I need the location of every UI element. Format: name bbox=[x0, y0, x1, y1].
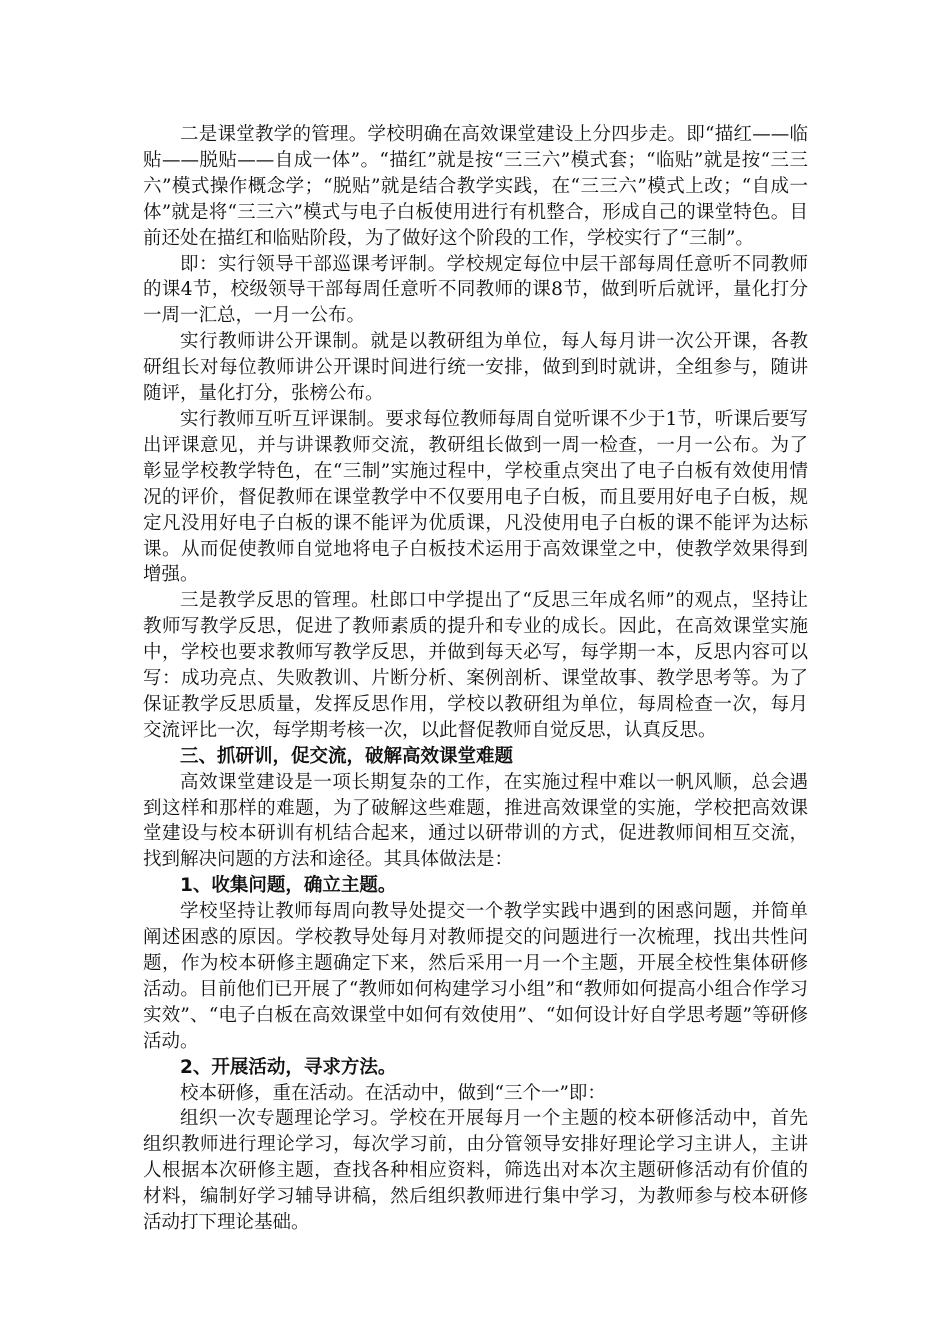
section-heading-research-training: 三、抓研训，促交流，破解高效课堂难题 bbox=[180, 745, 514, 767]
paragraph-classroom-management: 二是课堂教学的管理。学校明确在高效课堂建设上分四步走。即“描红——临贴——脱贴——自成一体”。“描红”就是按“三三六”模式套；“临贴”就是按“三三六”模式操作概念学；“脱贴”就是结合教学实践，在“三三六”模式上改；“自成一体”就是将“三三六”模式与电子白板使用进行有机整合，形成自己的课堂特色。目前还处在描红和临贴阶段，为了做好这个阶段的工作，学校实行了“三制”。 bbox=[143, 124, 808, 249]
paragraph-teaching-reflection: 三是教学反思的管理。杜郎口中学提出了“反思三年成名师”的观点，坚持让教师写教学反思，促进了教师素质的提升和专业的成长。因此，在高效课堂实施中，学校也要求教师写教学反思，并做到每天必写，每学期一本，反思内容可以写：成功亮点、失败教训、片断分析、案例剖析、课堂故事、教学思考等。为了保证教学反思质量，发挥反思作用，学校以教研组为单位，每周检查一次，每月交流评比一次，每学期考核一次，以此督促教师自觉反思，认真反思。 bbox=[143, 590, 808, 741]
paragraph-research-intro: 高效课堂建设是一项长期复杂的工作，在实施过程中难以一帆风顺，总会遇到这样和那样的难题，为了破解这些难题，推进高效课堂的实施，学校把高效课堂建设与校本研训有机结合起来，通过以研带训的方式，促进教师间相互交流，找到解决问题的方法和途径。其具体做法是： bbox=[143, 771, 808, 871]
subheading-carry-out-activities: 2、开展活动，寻求方法。 bbox=[180, 1056, 397, 1078]
paragraph-leader-inspection: 即：实行领导干部巡课考评制。学校规定每位中层干部每周任意听不同教师的课4节，校级领导干部每周任意听不同教师的课8节，做到听后就评，量化打分一周一汇总，一月一公布。 bbox=[143, 253, 808, 327]
paragraph-collect-problems: 学校坚持让教师每周向教导处提交一个教学实践中遇到的困惑问题，并简单阐述困惑的原因。学校教导处每月对教师提交的问题进行一次梳理，找出共性问题，作为校本研修主题确定下来，然后采用一月一个主题，开展全校性集体研修活动。目前他们已开展了“教师如何构建学习小组”和“教师如何提高小组合作学习实效”、“电子白板在高效课堂中如何有效使用”、“如何设计好自学思考题”等研修活动。 bbox=[143, 901, 808, 1052]
document-body bbox=[143, 122, 808, 1236]
subheading-collect-problems: 1、收集问题，确立主题。 bbox=[180, 875, 397, 897]
paragraph-activities-intro: 校本研修，重在活动。在活动中，做到“三个一”即： bbox=[180, 1082, 606, 1104]
paragraph-peer-review: 实行教师互听互评课制。要求每位教师每周自觉听课不少于1节，听课后要写出评课意见，并与讲课教师交流，教研组长做到一周一检查，一月一公布。为了彰显学校教学特色，在“三制”实施过程中，学校重点突出了电子白板有效使用情况的评价，督促教师在课堂教学中不仅要用电子白板，而且要用好电子白板，规定凡没用好电子白板的课不能评为优质课，凡没使用电子白板的课不能评为达标课。从而促使教师自觉地将电子白板技术运用于高效课堂之中，使教学效果得到增强。 bbox=[143, 408, 808, 586]
paragraph-theory-study: 组织一次专题理论学习。学校在开展每月一个主题的校本研修活动中，首先组织教师进行理论学习，每次学习前，由分管领导安排好理论学习主讲人，主讲人根据本次研修主题，查找各种相应资料，筛选出对本次主题研修活动有价值的材料，编制好学习辅导讲稿，然后组织教师进行集中学习，为教师参与校本研修活动打下理论基础。 bbox=[143, 1108, 808, 1234]
paragraph-open-class: 实行教师讲公开课制。就是以教研组为单位，每人每月讲一次公开课，各教研组长对每位教师讲公开课时间进行统一安排，做到到时就讲，全组参与，随讲随评，量化打分，张榜公布。 bbox=[143, 331, 808, 405]
